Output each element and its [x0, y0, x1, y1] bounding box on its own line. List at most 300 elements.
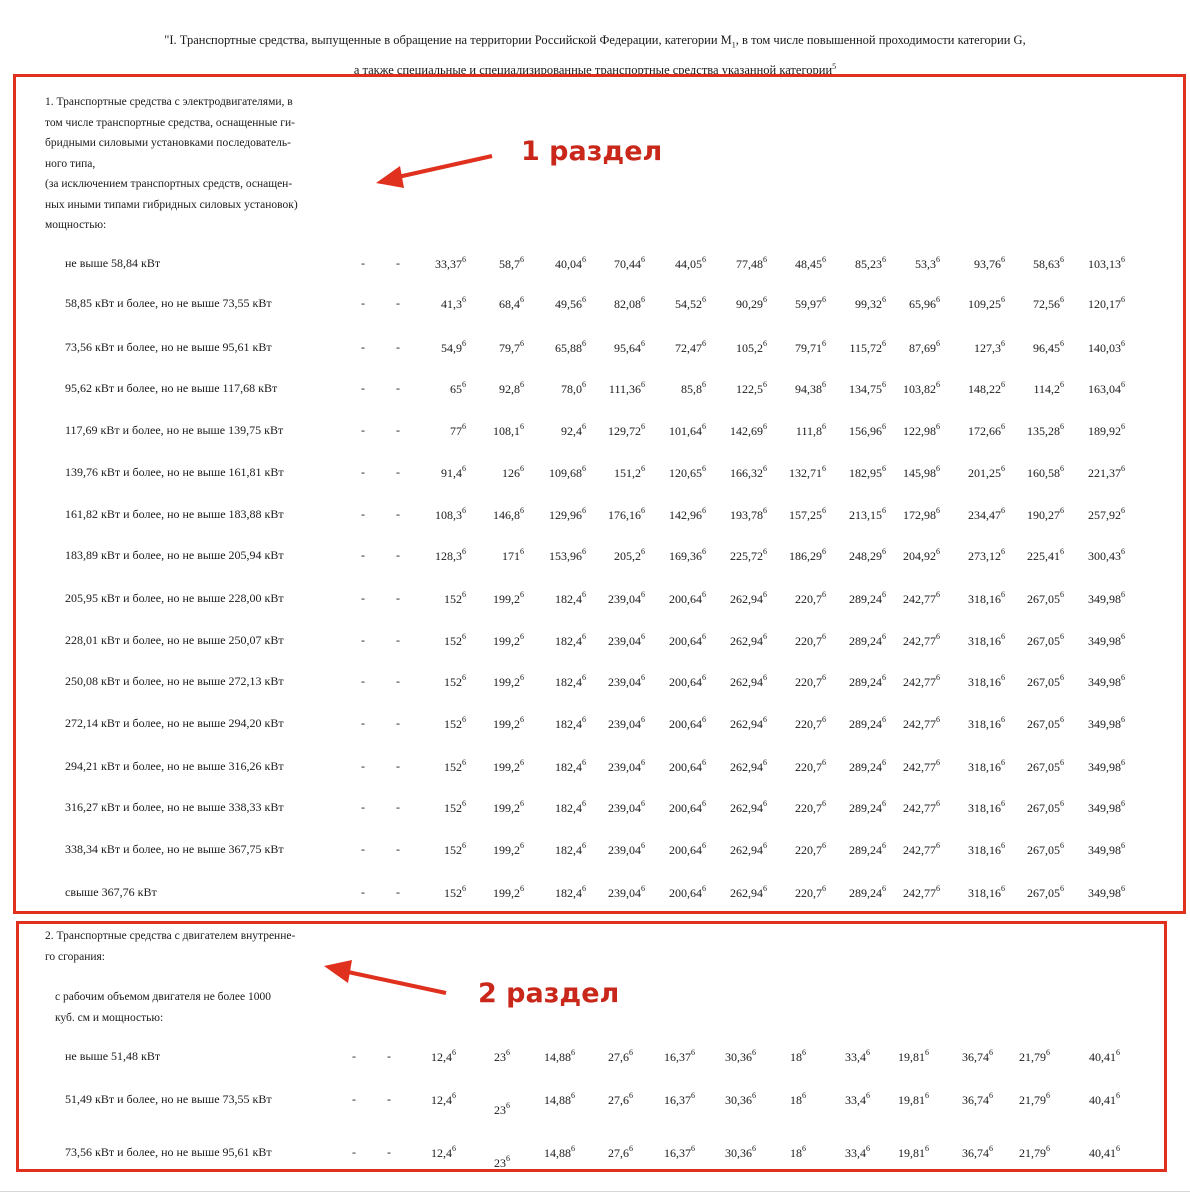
cell-value: 142,69: [730, 424, 763, 438]
cell-value: 40,41: [1089, 1093, 1116, 1107]
cell-value: 289,24: [849, 717, 882, 731]
cell-value: 267,05: [1027, 592, 1060, 606]
table-row: [0, 381, 1190, 401]
footnote-marker: 6: [1060, 799, 1064, 808]
row-label: свыше 367,76 кВт: [65, 885, 157, 899]
cell-value: 82,08: [614, 297, 641, 311]
footnote-marker: 6: [582, 884, 586, 893]
cell-value: 145,98: [903, 466, 936, 480]
cell-value: 199,2: [493, 675, 520, 689]
cell-value: 33,37: [435, 257, 462, 271]
footnote-marker: 6: [936, 841, 940, 850]
footnote-marker: 6: [1001, 590, 1005, 599]
cell-value: 239,04: [608, 843, 641, 857]
footnote-marker: 6: [822, 715, 826, 724]
empty-cell-dash: -: [396, 465, 400, 479]
cell-value: 19,81: [898, 1146, 925, 1160]
footnote-marker: 6: [702, 841, 706, 850]
table-cell: [1045, 885, 1125, 901]
footnote-marker: 6: [1060, 715, 1064, 724]
table-row: [0, 340, 1190, 360]
empty-cell-dash: -: [387, 1145, 391, 1159]
footnote-marker: 6: [462, 884, 466, 893]
cell-value: 200,64: [669, 634, 702, 648]
footnote-marker: 6: [582, 758, 586, 767]
cell-value: 200,64: [669, 675, 702, 689]
cell-value: 36,74: [962, 1093, 989, 1107]
cell-value: 78,0: [561, 382, 582, 396]
cell-value: 220,7: [795, 717, 822, 731]
empty-cell-dash: -: [396, 674, 400, 688]
cell-value: 79,7: [499, 341, 520, 355]
footnote-marker: 6: [822, 295, 826, 304]
cell-value: 242,77: [903, 843, 936, 857]
footnote-marker: 6: [641, 380, 645, 389]
footnote-marker: 6: [702, 799, 706, 808]
footnote-marker: 6: [822, 632, 826, 641]
footnote-marker: 6: [641, 632, 645, 641]
footnote-marker: 6: [1060, 464, 1064, 473]
cell-value: 153,96: [549, 549, 582, 563]
footnote-marker: 6: [462, 632, 466, 641]
cell-value: 182,95: [849, 466, 882, 480]
cell-value: 142,96: [669, 508, 702, 522]
footnote-marker: 6: [882, 758, 886, 767]
cell-value: 70,44: [614, 257, 641, 271]
footnote-marker: 6: [691, 1048, 695, 1057]
cell-value: 318,16: [968, 843, 1001, 857]
footnote-marker: 6: [1060, 255, 1064, 264]
footnote-marker: 6: [882, 884, 886, 893]
heading-line: том числе транспортные средства, оснащенные ги-: [45, 116, 295, 129]
empty-cell-dash: -: [396, 800, 400, 814]
empty-cell-dash: -: [352, 1049, 356, 1063]
footnote-marker: 6: [1001, 380, 1005, 389]
cell-value: 96,45: [1033, 341, 1060, 355]
footnote-marker: 6: [763, 673, 767, 682]
footnote-marker: 6: [1001, 339, 1005, 348]
cell-value: 242,77: [903, 634, 936, 648]
cell-value: 77: [450, 424, 462, 438]
footnote-marker: 6: [520, 422, 524, 431]
empty-cell-dash: -: [361, 507, 365, 521]
empty-cell-dash: -: [361, 716, 365, 730]
footnote-marker: 6: [582, 841, 586, 850]
cell-value: 41,3: [441, 297, 462, 311]
row-label: 183,89 кВт и более, но не выше 205,94 кВт: [65, 548, 284, 562]
footnote-marker: 6: [882, 547, 886, 556]
table-cell: [1045, 759, 1125, 775]
cell-value: 44,05: [675, 257, 702, 271]
row-label: 250,08 кВт и более, но не выше 272,13 кВт: [65, 674, 284, 688]
cell-value: 199,2: [493, 717, 520, 731]
empty-cell-dash: -: [396, 716, 400, 730]
empty-cell-dash: -: [361, 800, 365, 814]
cell-value: 33,4: [845, 1093, 866, 1107]
table-cell: [1045, 507, 1125, 523]
cell-value: 176,16: [608, 508, 641, 522]
cell-value: 318,16: [968, 717, 1001, 731]
cell-value: 30,36: [725, 1093, 752, 1107]
cell-value: 91,4: [441, 466, 462, 480]
cell-value: 114,2: [1033, 382, 1060, 396]
cell-value: 101,64: [669, 424, 702, 438]
cell-value: 190,27: [1027, 508, 1060, 522]
table-cell: [1045, 256, 1125, 272]
empty-cell-dash: -: [361, 548, 365, 562]
cell-value: 21,79: [1019, 1050, 1046, 1064]
footnote-marker: 6: [520, 464, 524, 473]
footnote-marker: 6: [1121, 799, 1125, 808]
footnote-marker: 6: [882, 422, 886, 431]
cell-value: 225,72: [730, 549, 763, 563]
cell-value: 12,4: [431, 1050, 452, 1064]
footnote-marker: 6: [936, 547, 940, 556]
footnote-marker: 6: [462, 506, 466, 515]
row-label: 316,27 кВт и более, но не выше 338,33 кВт: [65, 800, 284, 814]
footnote-marker: 6: [520, 295, 524, 304]
footnote-marker: 6: [1060, 295, 1064, 304]
heading-line: мощностью:: [45, 219, 107, 231]
cell-value: 182,4: [555, 760, 582, 774]
footnote-marker: 6: [1060, 884, 1064, 893]
footnote-marker: 6: [1121, 715, 1125, 724]
cell-value: 289,24: [849, 843, 882, 857]
row-label: 95,62 кВт и более, но не выше 117,68 кВт: [65, 381, 278, 395]
heading-line: ных иными типами гибридных силовых установок): [45, 198, 298, 211]
footnote-marker: 6: [462, 295, 466, 304]
cell-value: 152: [444, 634, 462, 648]
footnote-marker: 6: [763, 255, 767, 264]
empty-cell-dash: -: [387, 1049, 391, 1063]
footnote-marker: 6: [520, 715, 524, 724]
footnote-marker: 6: [936, 295, 940, 304]
cell-value: 262,94: [730, 801, 763, 815]
footnote-marker: 6: [1121, 380, 1125, 389]
heading-line: бридными силовыми установками последователь-: [45, 137, 291, 149]
empty-cell-dash: -: [361, 759, 365, 773]
footnote-marker: 6: [822, 506, 826, 515]
cell-value: 349,98: [1088, 634, 1121, 648]
footnote-marker: 6: [822, 339, 826, 348]
cell-value: 257,92: [1088, 508, 1121, 522]
footnote-marker: 6: [1001, 884, 1005, 893]
cell-value: 171: [502, 549, 520, 563]
cell-value: 111,36: [608, 382, 641, 396]
cell-value: 92,4: [561, 424, 582, 438]
footnote-marker: 6: [936, 464, 940, 473]
heading-line: (за исключением транспортных средств, оснащен-: [45, 178, 293, 190]
footnote-marker: 6: [763, 758, 767, 767]
footnote-marker: 6: [462, 464, 466, 473]
cell-value: 36,74: [962, 1146, 989, 1160]
footnote-marker: 6: [936, 799, 940, 808]
footnote-marker: 6: [506, 1048, 510, 1057]
cell-value: 242,77: [903, 801, 936, 815]
footnote-marker: 6: [1001, 673, 1005, 682]
footnote-marker: 6: [641, 255, 645, 264]
cell-value: 213,15: [849, 508, 882, 522]
footnote-marker: 6: [1116, 1091, 1120, 1100]
footnote-marker: 6: [1060, 547, 1064, 556]
footnote-marker: 6: [936, 884, 940, 893]
cell-value: 267,05: [1027, 801, 1060, 815]
footnote-marker: 6: [1060, 339, 1064, 348]
footnote-marker: 6: [582, 380, 586, 389]
row-label: не выше 51,48 кВт: [65, 1049, 161, 1063]
empty-cell-dash: -: [361, 674, 365, 688]
cell-value: 289,24: [849, 634, 882, 648]
cell-value: 148,22: [968, 382, 1001, 396]
cell-value: 157,25: [789, 508, 822, 522]
footnote-marker: 6: [1121, 590, 1125, 599]
footnote-marker: 6: [763, 841, 767, 850]
footnote-marker: 6: [936, 422, 940, 431]
cell-value: 300,43: [1088, 549, 1121, 563]
empty-cell-dash: -: [387, 1092, 391, 1106]
cell-value: 68,4: [499, 297, 520, 311]
footnote-marker: 6: [702, 590, 706, 599]
footnote-marker: 6: [641, 547, 645, 556]
cell-value: 220,7: [795, 760, 822, 774]
footnote-marker: 6: [462, 547, 466, 556]
table-cell: [1045, 716, 1125, 732]
table-cell: [1045, 548, 1125, 564]
footnote-marker: 6: [462, 339, 466, 348]
footnote-marker: 6: [641, 339, 645, 348]
footnote-marker: 6: [452, 1144, 456, 1153]
footnote-marker: 6: [452, 1091, 456, 1100]
empty-cell-dash: -: [396, 633, 400, 647]
cell-value: 120,17: [1088, 297, 1121, 311]
footnote-marker: 6: [520, 380, 524, 389]
footnote-marker: 6: [752, 1091, 756, 1100]
cell-value: 318,16: [968, 801, 1001, 815]
footnote-marker: 6: [802, 1144, 806, 1153]
cell-value: 239,04: [608, 886, 641, 900]
footnote-marker: 6: [582, 547, 586, 556]
footnote-marker: 6: [1001, 464, 1005, 473]
cell-value: 242,77: [903, 760, 936, 774]
cell-value: 93,76: [974, 257, 1001, 271]
footnote-marker: 6: [822, 422, 826, 431]
cell-value: 239,04: [608, 634, 641, 648]
footnote-marker: 6: [520, 506, 524, 515]
cell-value: 200,64: [669, 717, 702, 731]
footnote-marker: 6: [582, 632, 586, 641]
footnote-marker: 6: [763, 295, 767, 304]
footnote-marker: 6: [763, 464, 767, 473]
footnote-marker: 6: [702, 422, 706, 431]
footnote-marker: 6: [702, 547, 706, 556]
footnote-marker: 6: [1060, 380, 1064, 389]
row-label: 139,76 кВт и более, но не выше 161,81 кВт: [65, 465, 284, 479]
cell-value: 289,24: [849, 801, 882, 815]
footnote-marker: 6: [1001, 295, 1005, 304]
table-cell: [1045, 296, 1125, 312]
empty-cell-dash: -: [396, 423, 400, 437]
cell-value: 220,7: [795, 886, 822, 900]
row-label: 117,69 кВт и более, но не выше 139,75 кВт: [65, 423, 284, 437]
footnote-marker: 6: [882, 295, 886, 304]
cell-value: 128,3: [435, 549, 462, 563]
footnote-marker: 6: [702, 715, 706, 724]
cell-value: 108,3: [435, 508, 462, 522]
table-row: [0, 842, 1190, 862]
table-cell: [1045, 674, 1125, 690]
cell-value: 152: [444, 760, 462, 774]
cell-value: 152: [444, 592, 462, 606]
cell-value: 349,98: [1088, 717, 1121, 731]
footnote-marker: 6: [822, 673, 826, 682]
footnote-marker: 6: [1121, 506, 1125, 515]
cell-value: 289,24: [849, 760, 882, 774]
cell-value: 16,37: [664, 1146, 691, 1160]
footnote-marker: 6: [1121, 884, 1125, 893]
cell-value: 169,36: [669, 549, 702, 563]
cell-value: 12,4: [431, 1146, 452, 1160]
empty-cell-dash: -: [396, 759, 400, 773]
cell-value: 204,92: [903, 549, 936, 563]
footnote-marker: 6: [462, 799, 466, 808]
footnote-marker: 6: [925, 1048, 929, 1057]
footnote-marker: 6: [882, 380, 886, 389]
cell-value: 349,98: [1088, 801, 1121, 815]
footnote-marker: 6: [641, 758, 645, 767]
empty-cell-dash: -: [396, 340, 400, 354]
footnote-marker: 6: [882, 255, 886, 264]
footnote-marker: 6: [882, 339, 886, 348]
footnote-marker: 6: [882, 590, 886, 599]
footnote-marker: 6: [462, 841, 466, 850]
row-label: 272,14 кВт и более, но не выше 294,20 кВт: [65, 716, 284, 730]
cell-value: 111,8: [795, 424, 822, 438]
footnote-marker: 6: [1046, 1048, 1050, 1057]
cell-value: 156,96: [849, 424, 882, 438]
cell-value: 182,4: [555, 801, 582, 815]
cell-value: 108,1: [493, 424, 520, 438]
empty-cell-dash: -: [361, 633, 365, 647]
footnote-marker: 6: [582, 464, 586, 473]
footnote-marker: 6: [936, 632, 940, 641]
cell-value: 99,32: [855, 297, 882, 311]
cell-value: 122,98: [903, 424, 936, 438]
row-label: 73,56 кВт и более, но не выше 95,61 кВт: [65, 1145, 272, 1159]
footnote-marker: 6: [1116, 1144, 1120, 1153]
footnote-marker: 6: [1046, 1144, 1050, 1153]
cell-value: 201,25: [968, 466, 1001, 480]
cell-value: 239,04: [608, 592, 641, 606]
cell-value: 115,72: [849, 341, 882, 355]
cell-value: 48,45: [795, 257, 822, 271]
footnote-marker: 6: [936, 673, 940, 682]
cell-value: 200,64: [669, 843, 702, 857]
footnote-marker: 6: [763, 632, 767, 641]
footnote-marker: 6: [691, 1091, 695, 1100]
cell-value: 200,64: [669, 592, 702, 606]
cell-value: 65,96: [909, 297, 936, 311]
cell-value: 182,4: [555, 843, 582, 857]
table-cell: [1045, 633, 1125, 649]
footnote-marker: 6: [582, 506, 586, 515]
cell-value: 40,41: [1089, 1146, 1116, 1160]
footnote-marker: 6: [802, 1091, 806, 1100]
footnote-marker: 6: [520, 799, 524, 808]
table-row: [0, 885, 1190, 905]
cell-value: 189,92: [1088, 424, 1121, 438]
cell-value: 262,94: [730, 717, 763, 731]
footnote-marker: 6: [1060, 632, 1064, 641]
table-row: [0, 800, 1190, 820]
footnote-marker: 6: [520, 339, 524, 348]
table-cell: [1040, 1145, 1120, 1161]
footnote-marker: 6: [641, 464, 645, 473]
cell-value: 234,47: [968, 508, 1001, 522]
empty-cell-dash: -: [396, 885, 400, 899]
cell-value: 200,64: [669, 801, 702, 815]
row-label: 51,49 кВт и более, но не выше 73,55 кВт: [65, 1092, 272, 1106]
cell-value: 349,98: [1088, 675, 1121, 689]
footnote-marker: 6: [629, 1144, 633, 1153]
cell-value: 267,05: [1027, 634, 1060, 648]
cell-value: 186,29: [789, 549, 822, 563]
footnote-marker: 6: [702, 632, 706, 641]
cell-value: 21,79: [1019, 1093, 1046, 1107]
heading-line: 1. Транспортные средства с электродвигателями, в: [45, 96, 293, 108]
cell-value: 54,52: [675, 297, 702, 311]
cell-value: 135,28: [1027, 424, 1060, 438]
cell-value: 19,81: [898, 1050, 925, 1064]
cell-value: 152: [444, 717, 462, 731]
cell-value: 127,3: [974, 341, 1001, 355]
footnote-marker: 6: [462, 715, 466, 724]
cell-value: 318,16: [968, 675, 1001, 689]
cell-value: 53,3: [915, 257, 936, 271]
footnote-marker: 6: [462, 422, 466, 431]
footnote-marker: 6: [882, 841, 886, 850]
table-row: [0, 423, 1190, 443]
table-cell: [1045, 842, 1125, 858]
footnote-marker: 6: [520, 758, 524, 767]
cell-value: 33,4: [845, 1146, 866, 1160]
cell-value: 262,94: [730, 760, 763, 774]
table-row: [0, 256, 1190, 276]
footnote-marker: 6: [462, 380, 466, 389]
cell-value: 182,4: [555, 634, 582, 648]
cell-value: 267,05: [1027, 843, 1060, 857]
footnote-marker: 6: [1060, 758, 1064, 767]
footnote-marker: 6: [1001, 547, 1005, 556]
cell-value: 18: [790, 1050, 802, 1064]
footnote-marker: 6: [882, 506, 886, 515]
footnote-marker: 6: [571, 1144, 575, 1153]
cell-value: 27,6: [608, 1146, 629, 1160]
footnote-marker: 6: [822, 758, 826, 767]
cell-value: 94,38: [795, 382, 822, 396]
footnote-marker: 6: [1001, 422, 1005, 431]
table-cell: [1045, 340, 1125, 356]
footnote-marker: 6: [641, 884, 645, 893]
footnote-marker: 6: [520, 673, 524, 682]
cell-value: 21,79: [1019, 1146, 1046, 1160]
empty-cell-dash: -: [361, 256, 365, 270]
footnote-marker: 6: [866, 1144, 870, 1153]
table-row: [0, 1049, 1190, 1069]
section-1-heading: [45, 92, 298, 236]
row-label: не выше 58,84 кВт: [65, 256, 161, 270]
footnote-marker: 6: [882, 632, 886, 641]
title-line-1: "I. Транспортные средства, выпущенные в обращение на территории Российской Федерации, категории $M_1$, в том числе повышенной проходимости категории G,: [164, 33, 1026, 50]
